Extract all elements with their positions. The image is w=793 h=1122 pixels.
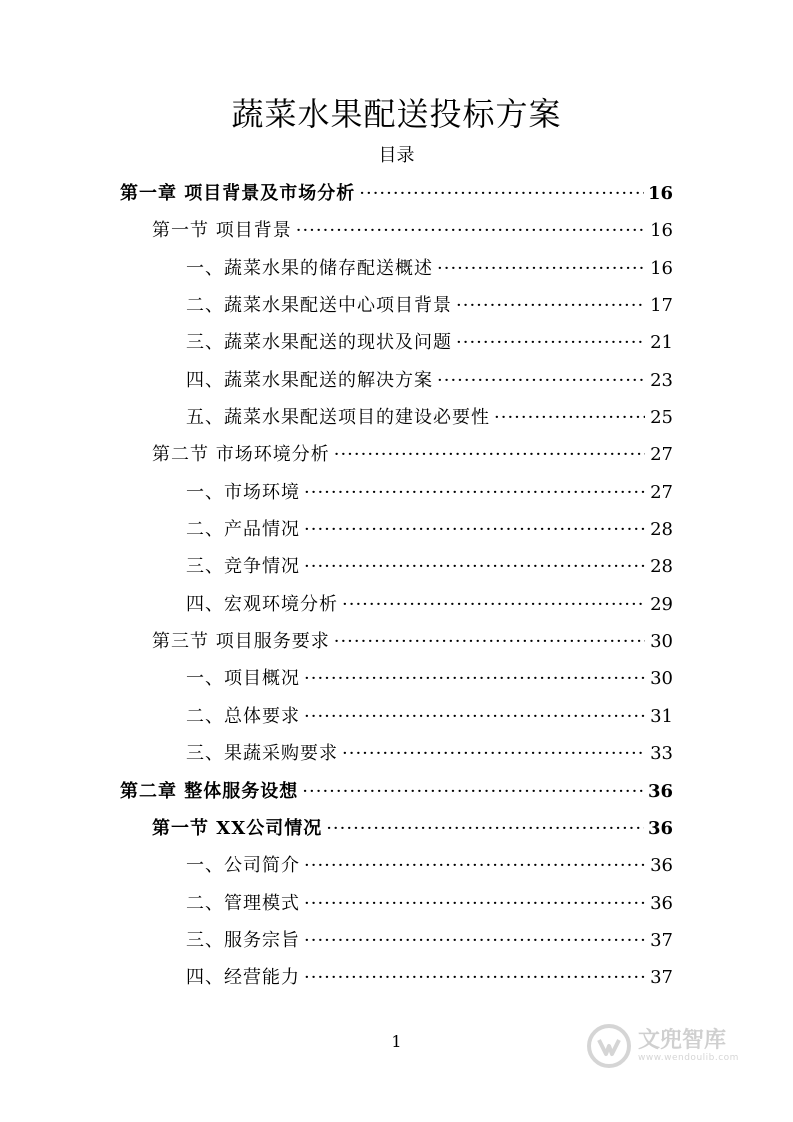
toc-entry-label: 三、服务宗旨 — [186, 929, 300, 951]
toc-entry[interactable] — [120, 810, 673, 847]
toc-entry-label: 一、市场环境 — [186, 481, 300, 503]
toc-leader-dots — [296, 212, 645, 249]
toc-entry-label: 第二节 市场环境分析 — [152, 444, 330, 466]
toc-entry-label: 三、果蔬采购要求 — [186, 743, 338, 765]
toc-leader-dots — [342, 735, 645, 772]
toc-entry-page: 25 — [650, 407, 673, 429]
toc-entry-page: 37 — [650, 967, 673, 989]
toc-entry[interactable] — [120, 885, 673, 922]
toc-leader-dots — [304, 474, 645, 511]
toc-entry-page: 27 — [650, 444, 673, 466]
toc-leader-dots — [304, 511, 645, 548]
toc-entry-page: 23 — [650, 369, 673, 391]
toc-entry-label: 四、宏观环境分析 — [186, 593, 338, 615]
toc-entry-page: 17 — [650, 295, 673, 317]
toc-entry[interactable] — [120, 362, 673, 399]
toc-entry[interactable] — [120, 511, 673, 548]
toc-leader-dots — [304, 698, 645, 735]
toc-entry-label: 二、产品情况 — [186, 519, 300, 541]
toc-entry-label: 一、蔬菜水果的储存配送概述 — [186, 257, 433, 279]
watermark-brand: 文兜智库 — [638, 1028, 727, 1053]
toc-entry[interactable] — [120, 959, 673, 996]
toc-entry-label: 二、管理模式 — [186, 892, 300, 914]
toc-entry-label: 四、经营能力 — [186, 967, 300, 989]
toc-entry[interactable] — [120, 436, 673, 473]
toc-entry-label: 第一节 XX公司情况 — [152, 817, 323, 839]
toc-entry[interactable] — [120, 735, 673, 772]
toc-entry-page: 28 — [650, 556, 673, 578]
toc-leader-dots — [304, 922, 645, 959]
toc-entry[interactable] — [120, 212, 673, 249]
toc-entry[interactable] — [120, 399, 673, 436]
toc-entry-label: 三、蔬菜水果配送的现状及问题 — [186, 332, 452, 354]
toc-entry-page: 36 — [650, 855, 673, 877]
toc-entry-label: 第三节 项目服务要求 — [152, 631, 330, 653]
toc-entry-label: 第一节 项目背景 — [152, 220, 292, 242]
watermark — [586, 1018, 756, 1074]
toc-leader-dots — [437, 250, 645, 287]
toc-entry-page: 16 — [650, 257, 673, 279]
toc-entry-page: 29 — [650, 593, 673, 615]
toc-entry-label: 第一章 项目背景及市场分析 — [120, 183, 356, 204]
toc-entry[interactable] — [120, 324, 673, 361]
wendou-logo-icon — [586, 1023, 632, 1069]
toc-entry-page: 16 — [647, 183, 673, 204]
toc-entry[interactable] — [120, 773, 673, 810]
toc-entry[interactable] — [120, 548, 673, 585]
toc-entry-label: 四、蔬菜水果配送的解决方案 — [186, 369, 433, 391]
toc-entry-page: 31 — [650, 705, 673, 727]
toc-entry[interactable] — [120, 660, 673, 697]
toc-entry[interactable] — [120, 698, 673, 735]
toc-leader-dots — [437, 362, 645, 399]
toc-entry[interactable] — [120, 623, 673, 660]
toc-entry-page: 21 — [650, 332, 673, 354]
toc-entry-page: 16 — [650, 220, 673, 242]
toc-entry-page: 36 — [647, 817, 673, 839]
toc-leader-dots — [304, 847, 645, 884]
table-of-contents — [120, 175, 673, 997]
toc-entry-label: 第二章 整体服务设想 — [120, 780, 299, 802]
toc-entry[interactable] — [120, 287, 673, 324]
toc-entry-label: 一、公司简介 — [186, 855, 300, 877]
toc-entry-page: 37 — [650, 929, 673, 951]
toc-entry[interactable] — [120, 474, 673, 511]
toc-leader-dots — [342, 586, 645, 623]
toc-leader-dots — [304, 885, 645, 922]
page-number: 1 — [391, 1032, 402, 1051]
toc-leader-dots — [304, 660, 645, 697]
toc-leader-dots — [359, 175, 644, 212]
toc-entry-page: 28 — [650, 519, 673, 541]
toc-leader-dots — [302, 773, 644, 810]
toc-entry-label: 五、蔬菜水果配送项目的建设必要性 — [186, 407, 490, 429]
toc-entry-page: 36 — [650, 892, 673, 914]
toc-leader-dots — [334, 436, 645, 473]
toc-entry-label: 一、项目概况 — [186, 668, 300, 690]
watermark-url: www.wendoulib.com — [638, 1053, 739, 1063]
toc-heading: 目录 — [378, 145, 415, 166]
toc-entry-page: 33 — [650, 743, 673, 765]
toc-entry[interactable] — [120, 847, 673, 884]
toc-leader-dots — [494, 399, 645, 436]
toc-leader-dots — [456, 287, 645, 324]
toc-entry-page: 30 — [650, 668, 673, 690]
toc-entry-page: 36 — [647, 780, 673, 802]
toc-entry-page: 27 — [650, 481, 673, 503]
toc-entry[interactable] — [120, 175, 673, 212]
document-title: 蔬菜水果配送投标方案 — [231, 95, 562, 133]
toc-entry[interactable] — [120, 586, 673, 623]
toc-entry[interactable] — [120, 922, 673, 959]
toc-leader-dots — [326, 810, 644, 847]
toc-leader-dots — [334, 623, 645, 660]
toc-leader-dots — [456, 324, 645, 361]
toc-leader-dots — [304, 959, 645, 996]
toc-entry-page: 30 — [650, 631, 673, 653]
toc-entry[interactable] — [120, 250, 673, 287]
toc-entry-label: 二、总体要求 — [186, 705, 300, 727]
toc-entry-label: 二、蔬菜水果配送中心项目背景 — [186, 295, 452, 317]
toc-leader-dots — [304, 548, 645, 585]
toc-entry-label: 三、竞争情况 — [186, 556, 300, 578]
